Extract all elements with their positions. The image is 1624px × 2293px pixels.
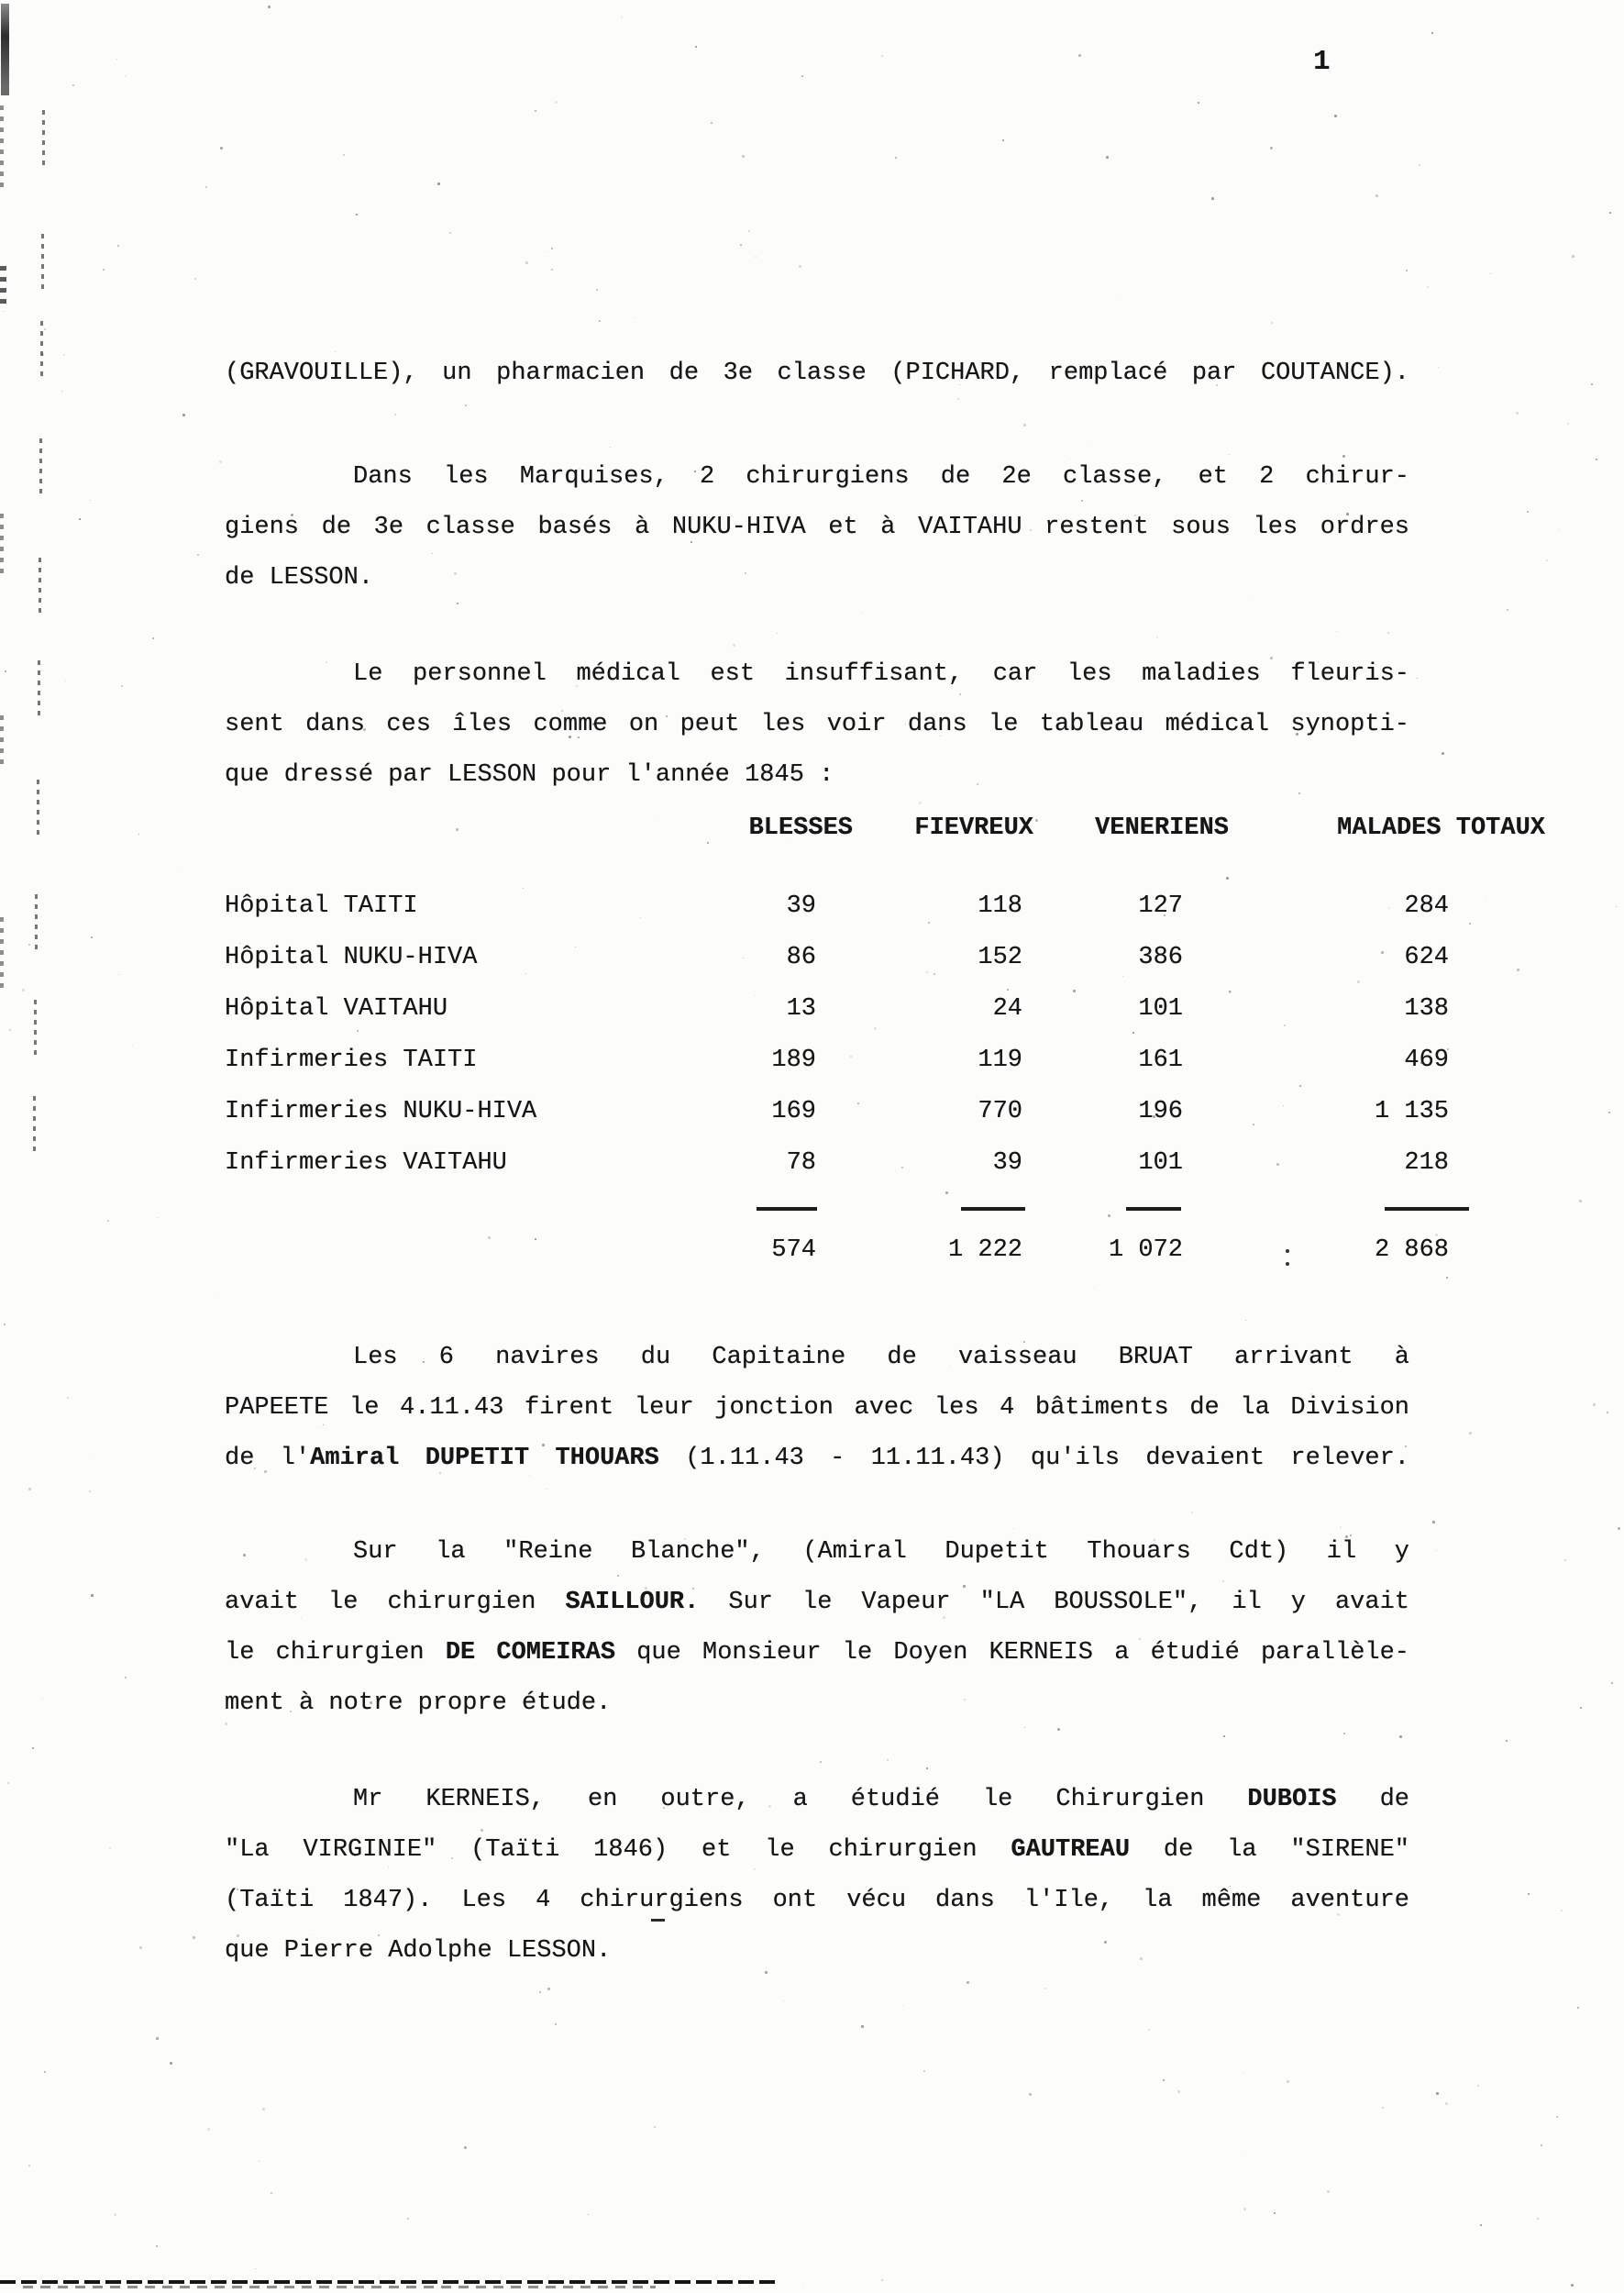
cell-veneriens: 196 (1138, 1098, 1183, 1125)
table-row (225, 1137, 1449, 1189)
text-line: sent dans ces îles comme on peut les voir dans le tableau médical synopti- (225, 711, 1409, 738)
scan-corner-artifact (1, 4, 9, 95)
scan-edge-artifact (0, 917, 4, 991)
paragraph-reine-blanche (225, 1527, 1409, 1729)
cell-fievreux: 152 (978, 944, 1022, 971)
scan-margin-dots (34, 1000, 37, 1060)
column-header-malades-totaux: MALADES TOTAUX (1337, 814, 1545, 842)
paragraph-kerneis (225, 1775, 1409, 1977)
text-segment: de l' (225, 1445, 311, 1472)
cell-totaux: 469 (1404, 1047, 1449, 1074)
paragraph-personnel-medical (225, 649, 1409, 801)
cell-blesses: 189 (771, 1047, 816, 1074)
text-line: Les 6 navires du Capitaine de vaisseau BRUAT arrivant à (353, 1344, 1409, 1371)
scan-stray-mark (1286, 1249, 1289, 1253)
text-segment: de (1336, 1786, 1410, 1813)
text-line: de LESSON. (225, 564, 374, 592)
text-segment-bold: DE COMEIRAS (445, 1639, 616, 1667)
cell-fievreux: 118 (978, 892, 1022, 920)
text-line: (GRAVOUILLE), un pharmacien de 3e classe (PICHARD, remplacé par COUTANCE). (225, 360, 1409, 387)
cell-veneriens: 101 (1138, 995, 1183, 1023)
text-segment: de la "SIRENE" (1130, 1836, 1409, 1864)
total-fievreux: 1 222 (947, 1236, 1022, 1264)
cell-fievreux: 770 (978, 1098, 1022, 1125)
cell-veneriens: 101 (1138, 1149, 1183, 1177)
cell-blesses: 78 (786, 1149, 816, 1177)
text-line: que dressé par LESSON pour l'année 1845 : (225, 761, 834, 789)
column-header-blesses: BLESSES (748, 814, 853, 842)
table-row (225, 983, 1449, 1035)
text-line: (Taïti 1847). Les 4 chirurgiens ont vécu dans l'Ile, la même aventure (225, 1887, 1409, 1914)
row-label: Infirmeries VAITAHU (225, 1149, 507, 1177)
cell-totaux: 284 (1404, 892, 1449, 920)
scan-bottom-line (23, 2286, 656, 2288)
scan-margin-dots (41, 234, 44, 294)
text-line (225, 1434, 1409, 1484)
scan-margin-dots (33, 1096, 36, 1157)
text-segment: Mr KERNEIS, en outre, a étudié le Chirurgien (353, 1786, 1248, 1813)
column-header-veneriens: VENERIENS (1095, 814, 1229, 842)
text-line: Sur la "Reine Blanche", (Amiral Dupetit Thouars Cdt) il y (353, 1538, 1409, 1566)
cell-totaux: 624 (1404, 944, 1449, 971)
scan-edge-artifact (0, 514, 4, 578)
scan-margin-dots (40, 321, 43, 382)
paragraph-bruat (225, 1333, 1409, 1484)
row-label: Infirmeries NUKU-HIVA (225, 1098, 537, 1125)
sum-rule (961, 1207, 1025, 1211)
text-segment-bold: SAILLOUR. (565, 1589, 700, 1616)
total-totaux: 2 868 (1374, 1236, 1449, 1264)
cell-totaux: 138 (1404, 995, 1449, 1023)
scan-edge-artifact (0, 266, 6, 307)
paragraph-marquises (225, 452, 1409, 604)
scan-margin-dots (42, 110, 45, 171)
scan-bottom-line (0, 2280, 779, 2284)
text-line: Dans les Marquises, 2 chirurgiens de 2e classe, et 2 chirur- (353, 463, 1409, 491)
text-line (225, 1578, 1409, 1628)
scan-margin-dots (39, 558, 41, 618)
cell-totaux: 218 (1404, 1149, 1449, 1177)
scan-margin-dots (35, 894, 38, 955)
cell-totaux: 1 135 (1374, 1098, 1449, 1125)
text-segment-bold: DUBOIS (1247, 1786, 1337, 1813)
text-segment: le chirurgien (225, 1639, 446, 1667)
sum-rule (1385, 1207, 1469, 1211)
column-header-fievreux: FIEVREUX (914, 814, 1033, 842)
sum-rule (1126, 1207, 1181, 1211)
cell-fievreux: 119 (978, 1047, 1022, 1074)
text-line (225, 1775, 1409, 1825)
row-label: Hôpital TAITI (225, 892, 418, 920)
text-segment-bold: GAUTREAU (1011, 1836, 1131, 1864)
scan-edge-artifact (0, 715, 4, 770)
text-segment: que Monsieur le Doyen KERNEIS a étudié parallèle- (615, 1639, 1410, 1667)
text-segment: (1.11.43 - 11.11.43) qu'ils devaient relever. (658, 1445, 1410, 1472)
cell-blesses: 39 (786, 892, 816, 920)
cell-veneriens: 161 (1138, 1047, 1183, 1074)
text-segment: "La VIRGINIE" (Taïti 1846) et le chirurgien (225, 1836, 1011, 1864)
text-segment-bold: Amiral DUPETIT THOUARS (310, 1445, 659, 1472)
text-line: ment à notre propre étude. (225, 1689, 612, 1717)
text-line: Le personnel médical est insuffisant, car les maladies fleuris- (353, 660, 1409, 688)
table-row (225, 1035, 1449, 1086)
cell-blesses: 169 (771, 1098, 816, 1125)
table-row (225, 932, 1449, 983)
cell-veneriens: 127 (1138, 892, 1183, 920)
cell-blesses: 13 (786, 995, 816, 1023)
scan-margin-dots (38, 660, 40, 721)
medical-table-header (225, 814, 1545, 842)
table-totals-row (225, 1236, 1449, 1264)
paragraph-gravouille (225, 349, 1409, 399)
scan-stray-mark (651, 1919, 665, 1922)
text-line: que Pierre Adolphe LESSON. (225, 1937, 612, 1965)
text-line: giens de 3e classe basés à NUKU-HIVA et à VAITAHU restent sous les ordres (225, 514, 1409, 541)
cell-fievreux: 39 (992, 1149, 1022, 1177)
total-blesses: 574 (771, 1236, 816, 1264)
row-label: Hôpital NUKU-HIVA (225, 944, 478, 971)
total-veneriens: 1 072 (1108, 1236, 1183, 1264)
cell-fievreux: 24 (992, 995, 1022, 1023)
text-line (225, 1628, 1409, 1678)
table-row (225, 881, 1449, 932)
scan-margin-dots (37, 780, 39, 840)
sum-rule (757, 1207, 817, 1211)
scan-edge-artifact (0, 105, 4, 188)
cell-blesses: 86 (786, 944, 816, 971)
cell-veneriens: 386 (1138, 944, 1183, 971)
text-line (225, 1825, 1409, 1876)
page-number: 1 (1313, 46, 1331, 78)
table-row (225, 1086, 1449, 1137)
row-label: Hôpital VAITAHU (225, 995, 448, 1023)
text-line: PAPEETE le 4.11.43 firent leur jonction avec les 4 bâtiments de la Division (225, 1394, 1409, 1422)
text-segment: Sur le Vapeur "LA BOUSSOLE", il y avait (699, 1589, 1409, 1616)
row-label: Infirmeries TAITI (225, 1047, 478, 1074)
text-segment: avait le chirurgien (225, 1589, 566, 1616)
scan-margin-dots (39, 438, 42, 499)
